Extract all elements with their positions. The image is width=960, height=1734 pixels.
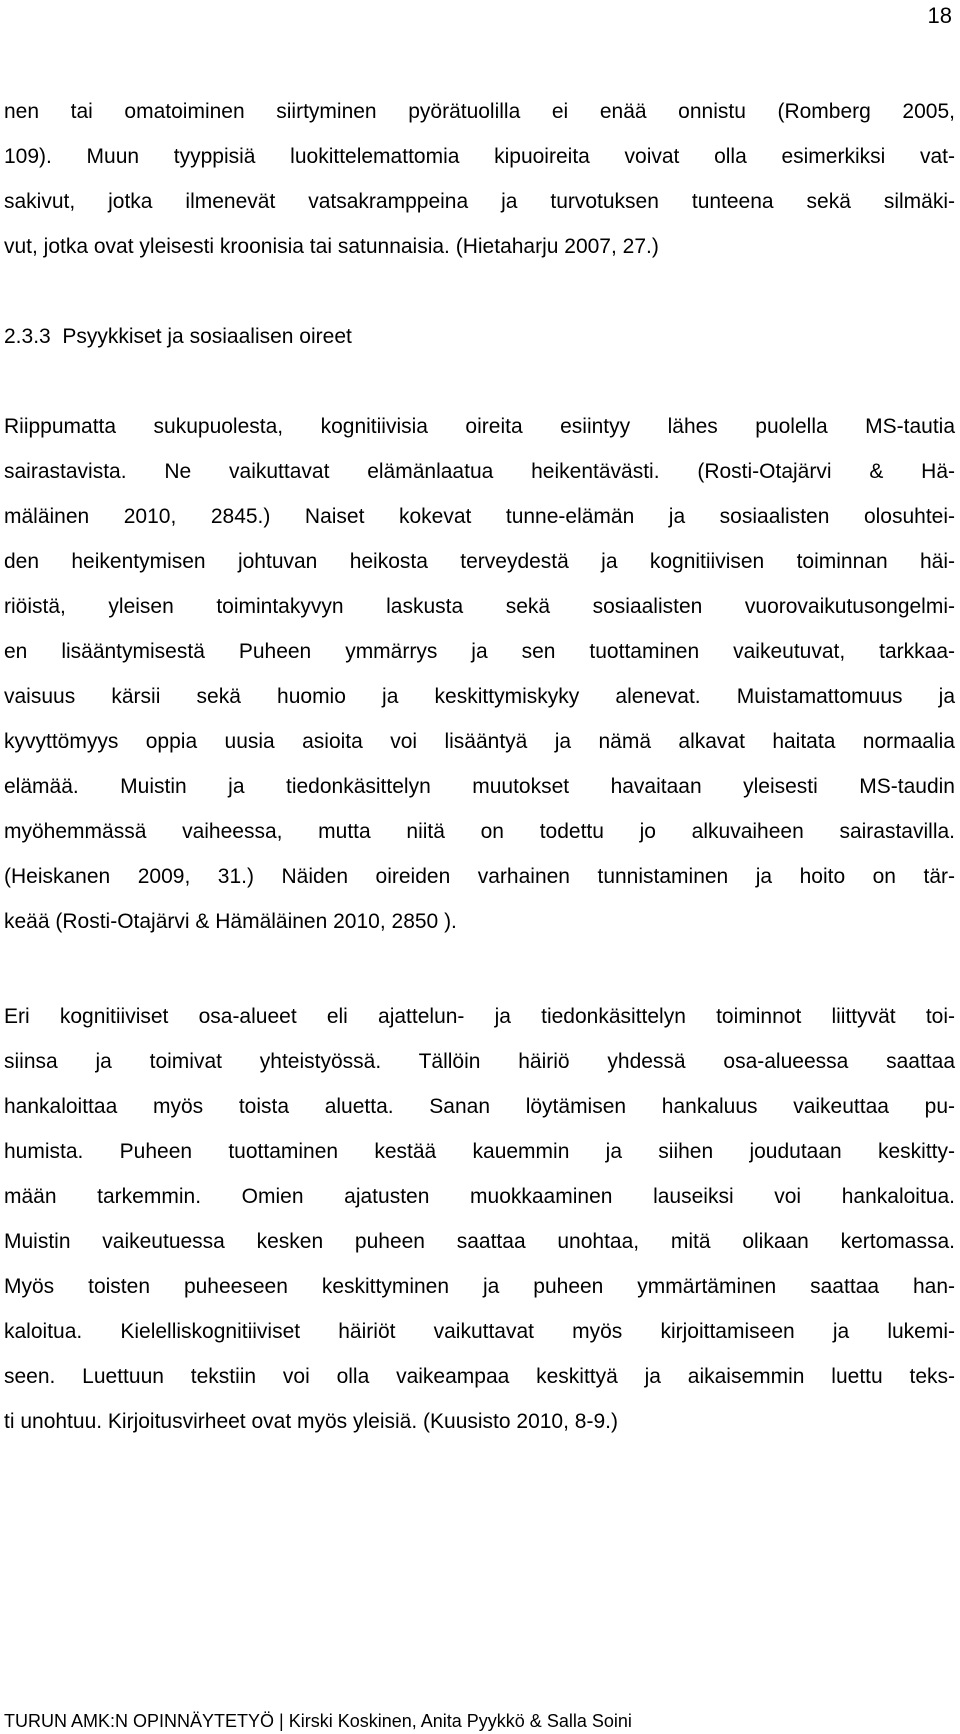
text-line: sakivut, jotka ilmenevät vatsakramppeina ja turvotuksen tunteena sekä silmäki- xyxy=(4,190,955,213)
text-line: riöistä, yleisen toimintakyvyn laskusta sekä sosiaalisten vuorovaikutusongelmi- xyxy=(4,595,955,618)
text-line: kyvyttömyys oppia uusia asioita voi lisääntyä ja nämä alkavat haitata normaalia xyxy=(4,730,955,753)
text-line: vaisuus kärsii sekä huomio ja keskittymiskyky alenevat. Muistamattomuus ja xyxy=(4,685,955,708)
text-line: mään tarkemmin. Omien ajatusten muokkaaminen lauseiksi voi hankaloitua. xyxy=(4,1185,955,1208)
page-footer: TURUN AMK:N OPINNÄYTETYÖ | Kirski Koskinen, Anita Pyykkö & Salla Soini xyxy=(4,1711,632,1731)
text-line: siinsa ja toimivat yhteistyössä. Tällöin häiriö yhdessä osa-alueessa saattaa xyxy=(4,1050,955,1073)
text-line: hankaloittaa myös toista aluetta. Sanan löytämisen hankaluus vaikeuttaa pu- xyxy=(4,1095,955,1118)
text-line: (Heiskanen 2009, 31.) Näiden oireiden varhainen tunnistaminen ja hoito on tär- xyxy=(4,865,955,888)
text-line: seen. Luettuun tekstiin voi olla vaikeampaa keskittyä ja aikaisemmin luettu teks- xyxy=(4,1365,955,1388)
text-line: elämää. Muistin ja tiedonkäsittelyn muutokset havaitaan yleisesti MS-taudin xyxy=(4,775,955,798)
text-line: Muistin vaikeutuessa kesken puheen saattaa unohtaa, mitä olikaan kertomassa. xyxy=(4,1230,955,1253)
text-line: humista. Puheen tuottaminen kestää kauemmin ja siihen joudutaan keskitty- xyxy=(4,1140,955,1163)
page-number: 18 xyxy=(927,3,952,28)
text-line: vut, jotka ovat yleisesti kroonisia tai satunnaisia. (Hietaharju 2007, 27.) xyxy=(4,235,659,258)
text-line: nen tai omatoiminen siirtyminen pyörätuolilla ei enää onnistu (Romberg 2005, xyxy=(4,100,955,123)
text-line: kaloitua. Kielelliskognitiiviset häiriöt vaikuttavat myös kirjoittamiseen ja lukemi- xyxy=(4,1320,955,1343)
text-line: ti unohtuu. Kirjoitusvirheet ovat myös yleisiä. (Kuusisto 2010, 8-9.) xyxy=(4,1410,618,1433)
text-line: en lisääntymisestä Puheen ymmärrys ja sen tuottaminen vaikeutuvat, tarkkaa- xyxy=(4,640,955,663)
text-line: Eri kognitiiviset osa-alueet eli ajattelun- ja tiedonkäsittelyn toiminnot liittyvät toi- xyxy=(4,1005,955,1028)
section-heading: 2.3.3 Psyykkiset ja sosiaalisen oireet xyxy=(4,325,352,348)
text-line: Myös toisten puheeseen keskittyminen ja puheen ymmärtäminen saattaa han- xyxy=(4,1275,955,1298)
text-line: keää (Rosti-Otajärvi & Hämäläinen 2010, 2850 ). xyxy=(4,910,457,933)
text-line: mäläinen 2010, 2845.) Naiset kokevat tunne-elämän ja sosiaalisten olosuhtei- xyxy=(4,505,955,528)
text-line: sairastavista. Ne vaikuttavat elämänlaatua heikentävästi. (Rosti-Otajärvi & Hä- xyxy=(4,460,955,483)
text-line: 109). Muun tyyppisiä luokittelemattomia kipuoireita voivat olla esimerkiksi vat- xyxy=(4,145,955,168)
text-line: den heikentymisen johtuvan heikosta terveydestä ja kognitiivisen toiminnan häi- xyxy=(4,550,955,573)
text-line: Riippumatta sukupuolesta, kognitiivisia oireita esiintyy lähes puolella MS-tautia xyxy=(4,415,955,438)
text-line: myöhemmässä vaiheessa, mutta niitä on todettu jo alkuvaiheen sairastavilla. xyxy=(4,820,955,843)
